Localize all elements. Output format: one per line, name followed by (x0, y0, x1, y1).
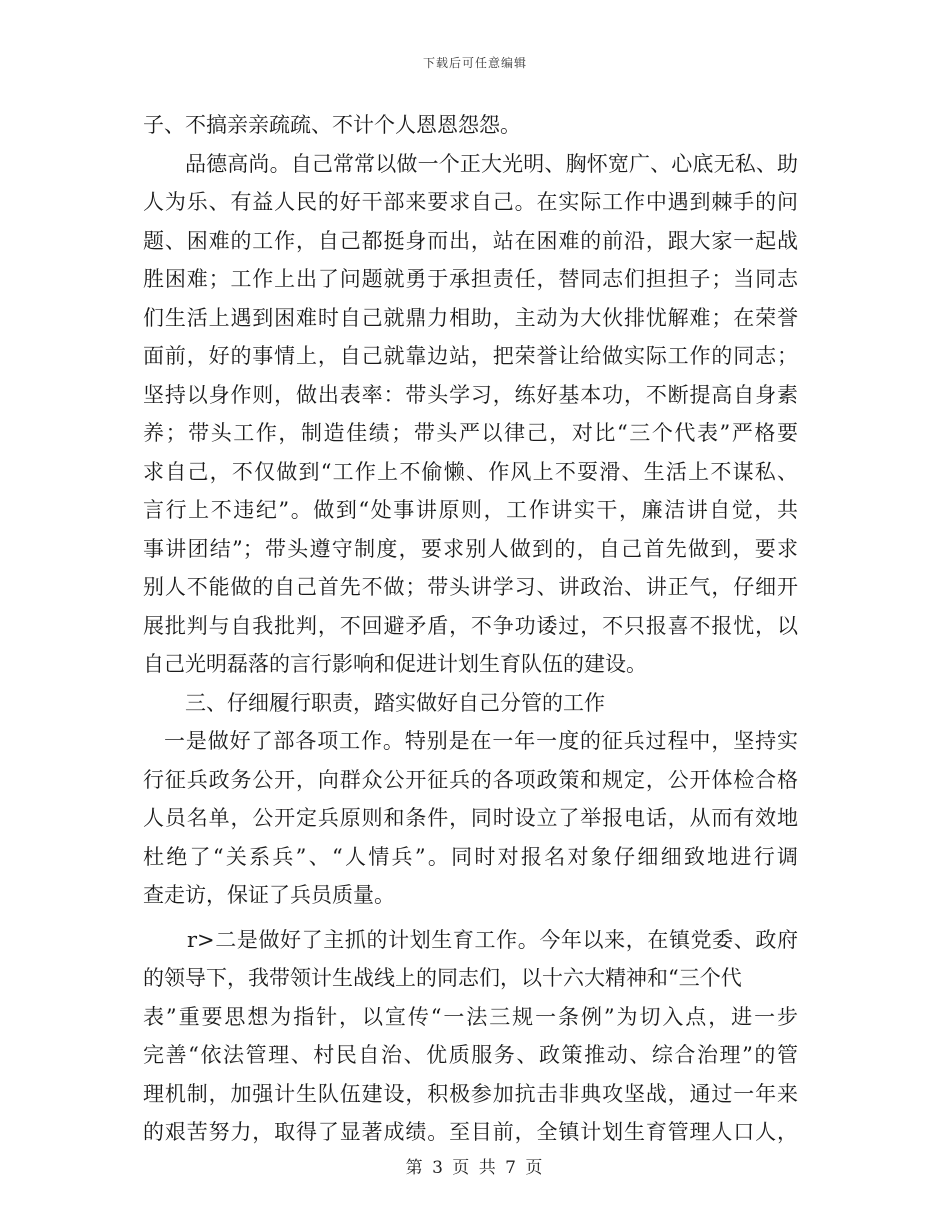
text-line: 完善“依法管理、村民自治、优质服务、政策推动、综合治理”的管 (143, 1043, 798, 1067)
text-line: r>二是做好了主抓的计划生育工作。今年以来，在镇党委、政府 (187, 927, 798, 952)
document-body (143, 106, 798, 1152)
text-line: 事讲团结”；带头遵守制度，要求别人做到的，自己首先做到，要求 (143, 536, 798, 561)
text-line: 胜困难；工作上出了问题就勇于承担责任，替同志们担担子；当同志 (143, 267, 798, 291)
text-line: 品德高尚。自己常常以做一个正大光明、胸怀宽广、心底无私、助 (185, 151, 798, 176)
page-number: 第 3 页 共 7 页 (405, 1158, 545, 1178)
text-line: 表”重要思想为指针，以宣传“一法三规一条例”为切入点，进一步 (143, 1004, 798, 1029)
text-line: 杜绝了“关系兵”、“人情兵”。同时对报名对象仔细细致地进行调 (143, 844, 798, 869)
text-line: 养；带头工作，制造佳绩；带头严以律己，对比“三个代表”严格要 (143, 421, 798, 445)
text-line: 的领导下，我带领计生战线上的同志们，以十六大精神和“三个代 (143, 966, 742, 990)
text-line: 坚持以身作则，做出表率：带头学习，练好基本功，不断提高自身素 (143, 382, 798, 407)
text-line: 面前，好的事情上，自己就靠边站，把荣誉让给做实际工作的同志； (143, 344, 798, 368)
text-line: 别人不能做的自己首先不做；带头讲学习、讲政治、讲正气，仔细开 (143, 575, 798, 599)
text-line: 行征兵政务公开，向群众公开征兵的各项政策和规定，公开体检合格 (143, 767, 798, 792)
text-line: 的艰苦努力，取得了显著成绩。至目前，全镇计划生育管理人口人， (143, 1120, 798, 1144)
text-line: 人为乐、有益人民的好干部来要求自己。在实际工作中遇到棘手的问 (143, 190, 798, 214)
text-line: 求自己，不仅做到“工作上不偷懒、作风上不耍滑、生活上不谋私、 (143, 459, 798, 484)
text-line: 自己光明磊落的言行影响和促进计划生育队伍的建设。 (143, 652, 647, 676)
text-line: 理机制，加强计生队伍建设，积极参加抗击非典攻坚战，通过一年来 (143, 1081, 798, 1106)
text-line: 查走访，保证了兵员质量。 (143, 883, 395, 907)
text-line: 们生活上遇到困难时自己就鼎力相助，主动为大伙排忧解难；在荣誉 (143, 305, 798, 330)
page-header-note: 下载后可任意编辑 (422, 56, 527, 70)
text-line: 人员名单，公开定兵原则和条件，同时设立了举报电话，从而有效地 (143, 806, 798, 830)
text-line: 子、不搞亲亲疏疏、不计个人恩恩怨怨。 (143, 113, 521, 137)
text-line: 一是做好了部各项工作。特别是在一年一度的征兵过程中，坚持实 (164, 729, 798, 753)
text-line: 题、困难的工作，自己都挺身而出，站在困难的前沿，跟大家一起战 (143, 228, 798, 253)
text-line: 言行上不违纪”。做到“处事讲原则，工作讲实干，廉洁讲自觉，共 (143, 498, 798, 522)
text-line: 展批判与自我批判，不回避矛盾，不争功诿过，不只报喜不报忧，以 (143, 613, 798, 638)
section-heading: 三、仔细履行职责，踏实做好自己分管的工作 (185, 690, 605, 715)
